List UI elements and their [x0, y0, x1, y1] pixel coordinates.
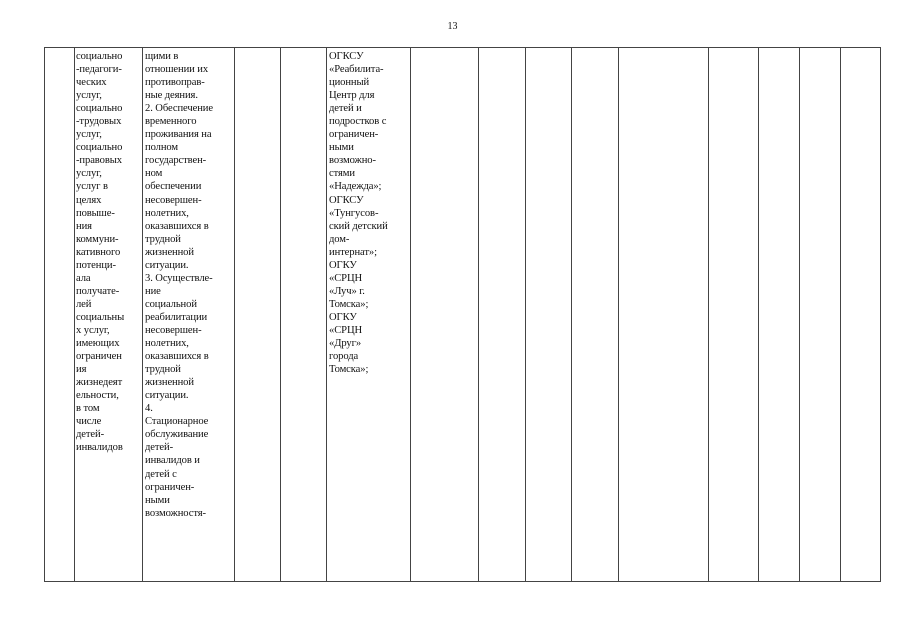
column-divider — [410, 48, 411, 581]
activities-cell: щими в отношении их противоправ- ные деяния. 2. Обеспечение временного проживания на полном государствен- ном обеспечении несовершен- нолетних, оказавшихся в трудной жизненной ситуации. 3. Осуществле- ние социальной реабилитации несовершен- нолетних, оказавшихся в трудной жизненной ситуации. 4. Стационарное обслуживание детей- инвалидов и детей с ограничен- ными возможностя- — [145, 51, 213, 519]
column-divider — [840, 48, 841, 581]
column-divider — [799, 48, 800, 581]
column-divider — [618, 48, 619, 581]
institutions-cell: ОГКСУ «Реабилита- ционный Центр для детей и подростков с ограничен- ными возможно- стями «Надежда»; ОГКСУ «Тунгусов- ский детский дом- интернат»; ОГКУ «СРЦН «Луч» г. Томска»; ОГКУ «СРЦН «Друг» города Томска»; — [329, 51, 388, 376]
table — [44, 47, 881, 582]
column-divider — [708, 48, 709, 581]
column-divider — [74, 48, 75, 581]
column-divider — [234, 48, 235, 581]
column-divider — [326, 48, 327, 581]
column-divider — [280, 48, 281, 581]
column-divider — [571, 48, 572, 581]
column-divider — [142, 48, 143, 581]
page-number: 13 — [447, 21, 458, 32]
column-divider — [525, 48, 526, 581]
column-divider — [478, 48, 479, 581]
column-divider — [758, 48, 759, 581]
services-cell: социально -педагоги- ческих услуг, социально -трудовых услуг, социально -правовых услуг, услуг в целях повыше- ния коммуни- кативного потенци- ала получате- лей социальны х услуг, имеющих ограничен ия жизнедеят ельности, в том числе детей- инвалидов — [76, 51, 125, 454]
